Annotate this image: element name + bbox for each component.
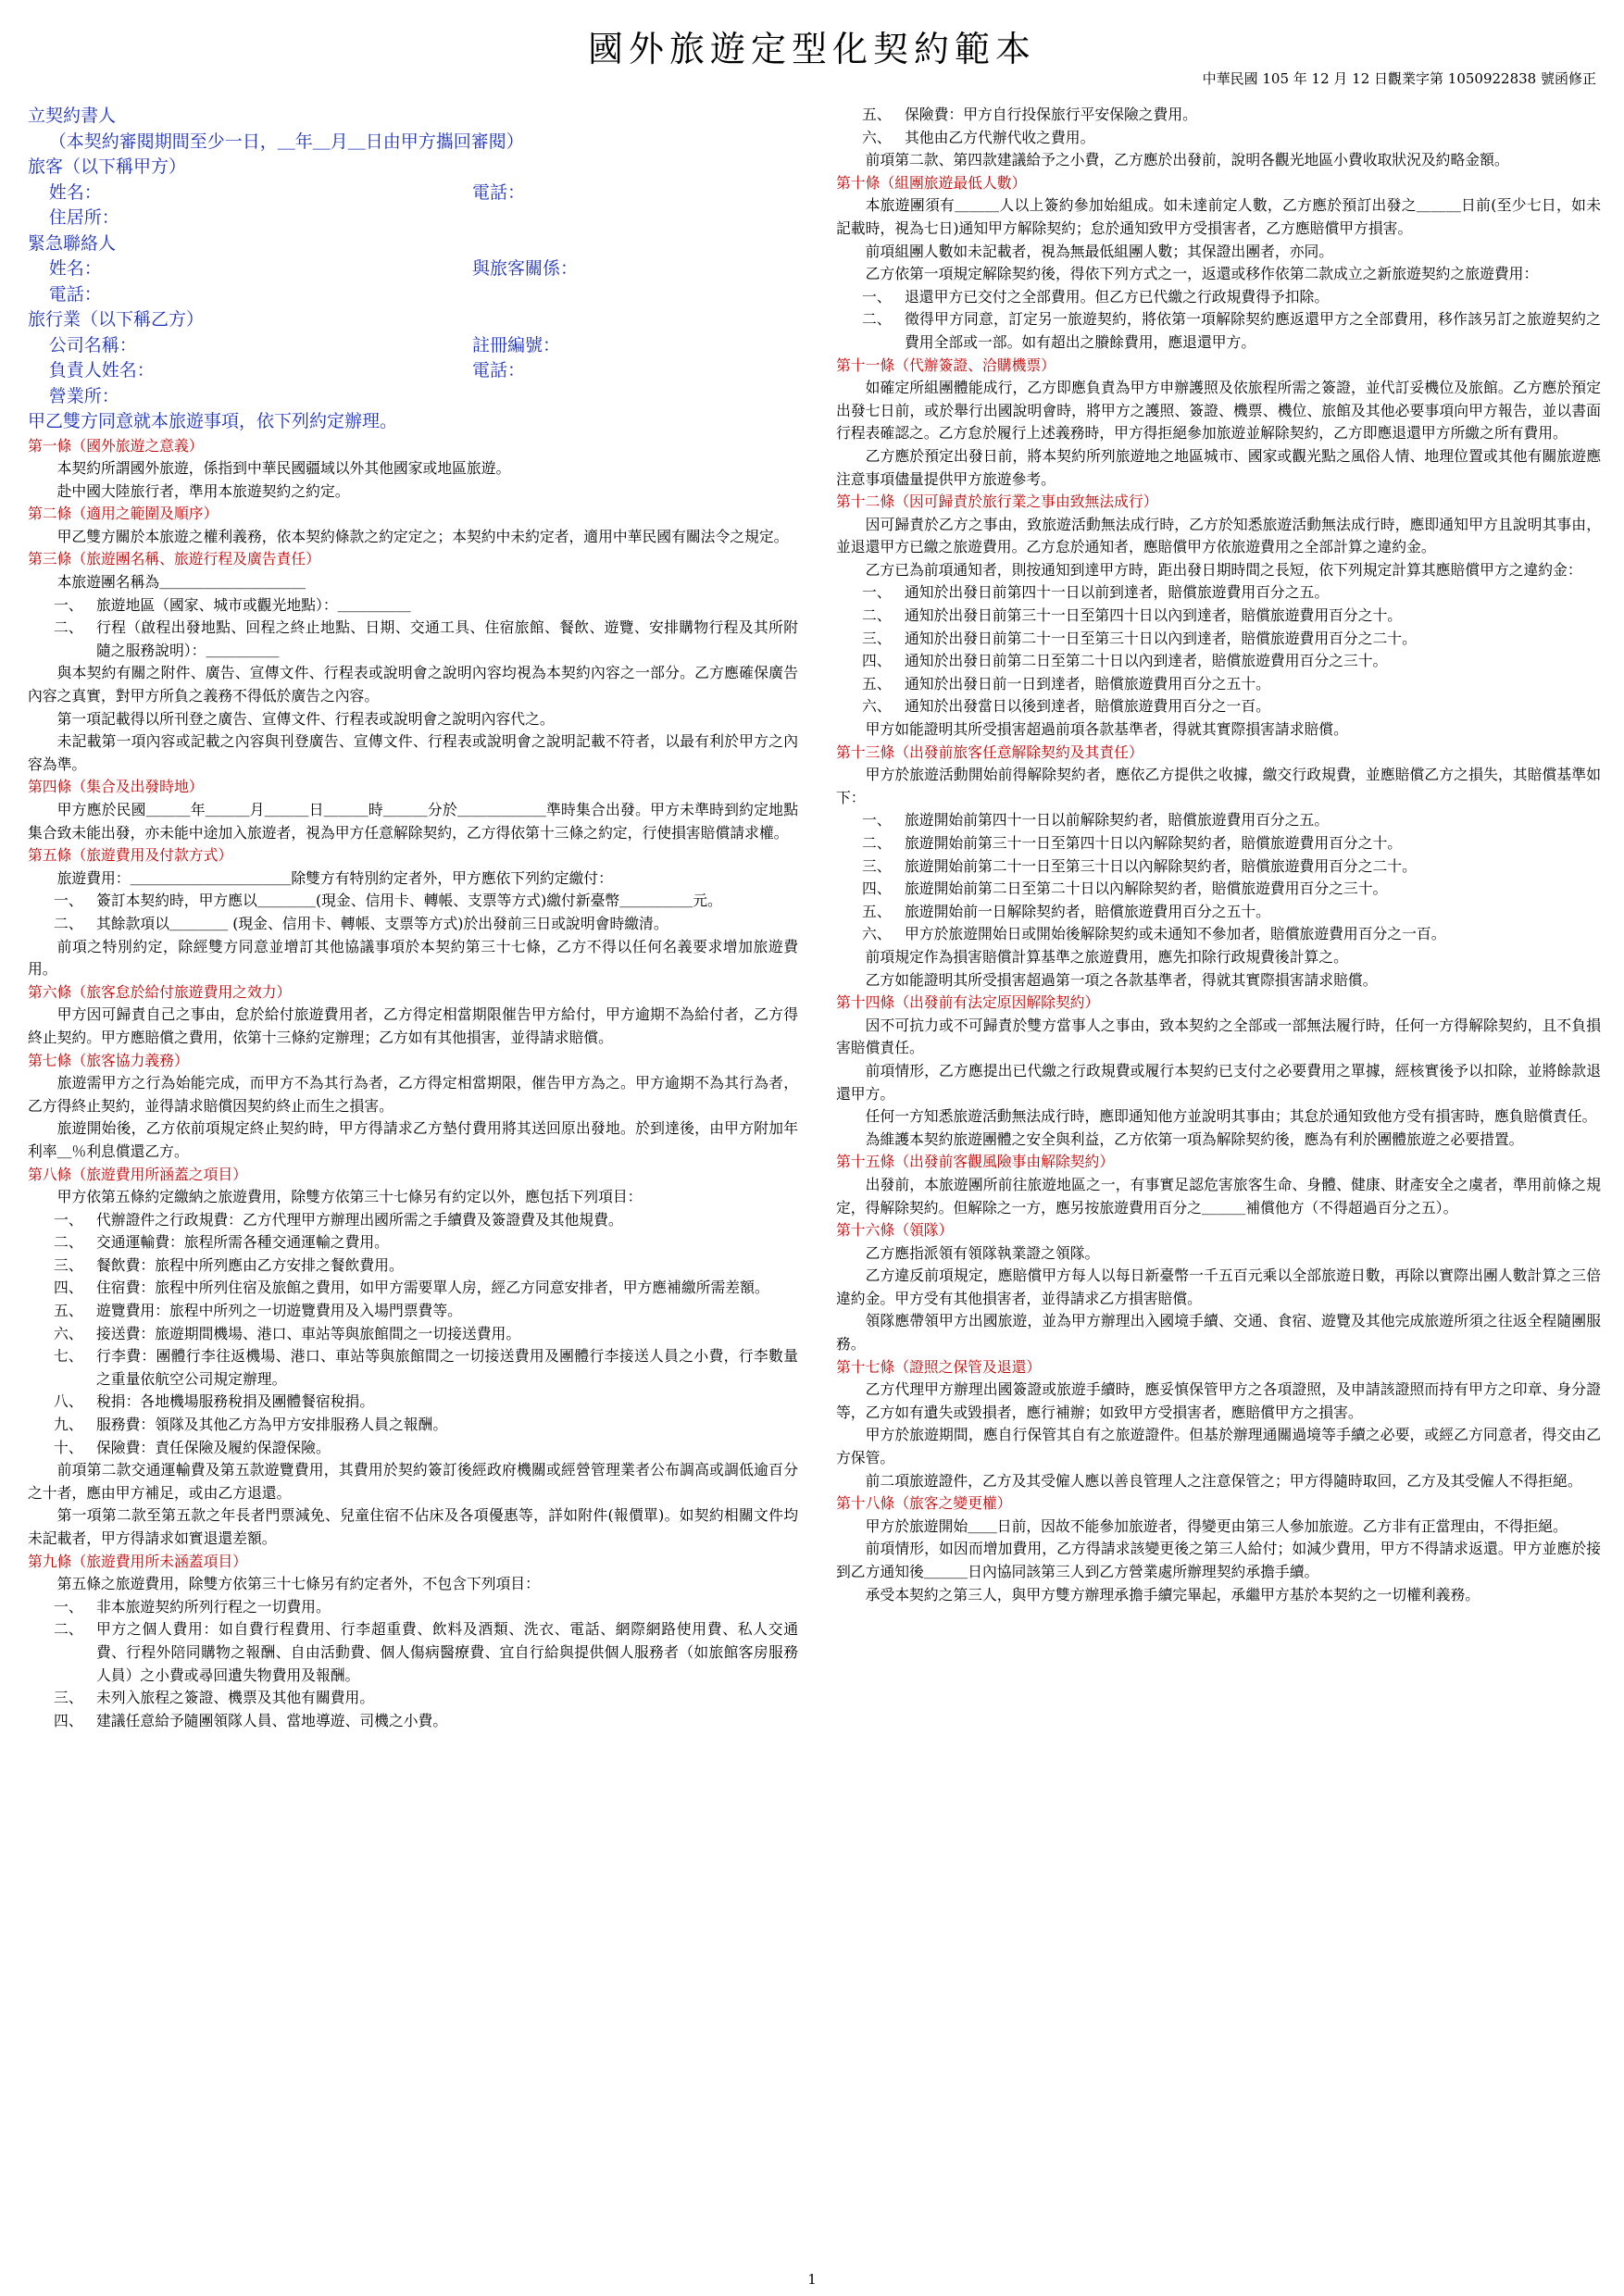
- list-item: [28, 1391, 798, 1414]
- article-heading: 第十三條（出發前旅客任意解除契約及其責任）: [836, 742, 1143, 761]
- party-field-label: 姓名：: [48, 181, 102, 203]
- list-item: [836, 605, 1601, 628]
- paragraph: 甲方應於民國＿＿＿年＿＿＿月＿＿＿日＿＿＿時＿＿＿分於＿＿＿＿＿＿準時集合出發。甲方未準時到約定地點集合致未能出發，亦未能中途加入旅遊者，視為甲方任意解除契約，乙方得依第十三條之約定，行使損害賠償請求權。: [28, 801, 798, 842]
- list-item-text: 退還甲方已交付之全部費用。但乙方已代繳之行政規費得予扣除。: [905, 287, 1330, 306]
- paragraph: 旅遊需甲方之行為始能完成，而甲方不為其行為者，乙方得定相當期限，催告甲方為之。甲方逾期不為其行為者，乙方得終止契約，並得請求賠償因契約終止而生之損害。: [28, 1074, 798, 1115]
- left-column: [28, 104, 798, 1732]
- paragraph: 未記載第一項內容或記載之內容與刊登廣告、宣傳文件、行程表或說明會之說明記載不符者，以最有利於甲方之內容為準。: [28, 732, 798, 773]
- party-line: 緊急聯絡人: [28, 232, 117, 254]
- list-item: [836, 650, 1601, 673]
- list-item: [28, 1618, 798, 1687]
- paragraph: 前項情形，乙方應提出已代繳之行政規費或履行本契約已支付之必要費用之單據，經核實後予以扣除，並將餘款退還甲方。: [836, 1061, 1601, 1103]
- list-item-text: 住宿費：旅程中所列住宿及旅館之費用，如甲方需要單人房，經乙方同意安排者，甲方應補繳所需差額。: [96, 1279, 769, 1297]
- paragraph: 前項第二款交通運輸費及第五款遊覽費用，其費用於契約簽訂後經政府機關或經營管理業者公布調高或調低逾百分之十者，應由甲方補足，或由乙方退還。: [28, 1461, 798, 1502]
- list-item: [836, 855, 1601, 879]
- list-item-text: 行李費：團體行李往返機場、港口、車站等與旅館間之一切接送費用及團體行李接送人員之小費，行李數量之重量依航空公司規定辦理。: [96, 1347, 798, 1388]
- list-item-text: 行程（啟程出發地點、回程之終止地點、日期、交通工具、住宿旅館、餐飲、遊覽、安排購物行程及其所附隨之服務說明）：＿＿＿＿＿: [96, 618, 798, 659]
- paragraph: 乙方如能證明其所受損害超過第一項之各款基準者，得就其實際損害請求賠償。: [865, 970, 1378, 989]
- party-line: 旅行業（以下稱乙方）: [28, 309, 205, 330]
- list-item-number: 一、: [54, 892, 83, 910]
- list-item-number: 一、: [54, 1597, 83, 1616]
- list-item-text: 建議任意給予隨團領隊人員、當地導遊、司機之小費。: [96, 1711, 448, 1729]
- list-item: [836, 673, 1601, 696]
- paragraph: 出發前，本旅遊團所前往旅遊地區之一，有事實足認危害旅客生命、身體、健康、財產安全之虞者，準用前條之規定，得解除契約。但解除之一方，應另按旅遊費用百分之＿＿＿補償他方（不得超過百分之五）。: [836, 1175, 1601, 1217]
- paragraph: 承受本契約之第三人，與甲方雙方辦理承擔手續完畢起，承繼甲方基於本契約之一切權利義務。: [865, 1585, 1480, 1603]
- list-item-text: 通知於出發日前第四十一日以前到達者，賠償旅遊費用百分之五。: [905, 583, 1330, 602]
- article-heading: 第二條（適用之範圍及順序）: [28, 505, 219, 523]
- article-heading: 第十一條（代辦簽證、洽購機票）: [836, 356, 1056, 374]
- list-item-text: 通知於出發日前一日到達者，賠償旅遊費用百分之五十。: [905, 674, 1270, 693]
- list-item: [28, 1437, 798, 1460]
- paragraph: 與本契約有關之附件、廣告、宣傳文件、行程表或說明會之說明內容均視為本契約內容之一部分。乙方應確保廣告內容之真實，對甲方所負之義務不得低於廣告之內容。: [28, 664, 798, 705]
- list-item-number: 八、: [54, 1392, 83, 1411]
- paragraph: 任何一方知悉旅遊活動無法成行時，應即通知他方並說明其事由；其怠於通知致他方受有損害時，應負賠償責任。: [865, 1107, 1597, 1126]
- list-item-text: 未列入旅程之簽證、機票及其他有關費用。: [96, 1689, 375, 1707]
- list-item: [28, 1345, 798, 1391]
- list-item: [836, 923, 1601, 946]
- list-item-number: 六、: [54, 1324, 83, 1342]
- list-item-text: 保險費：甲方自行投保旅行平安保險之費用。: [905, 106, 1197, 123]
- list-item-number: 二、: [862, 310, 892, 329]
- list-item-number: 一、: [862, 287, 892, 306]
- paragraph: 甲方於旅遊活動開始前得解除契約者，應依乙方提供之收據，繳交行政規費，並應賠償乙方之損失，其賠償基準如下：: [836, 766, 1601, 806]
- list-item-number: 二、: [54, 1620, 83, 1639]
- list-item-text: 旅遊開始前第二十一日至第三十日以內解除契約者，賠償旅遊費用百分之二十。: [905, 856, 1417, 875]
- list-item-text: 代辦證件之行政規費：乙方代理甲方辦理出國所需之手續費及簽證費及其他規費。: [96, 1210, 623, 1229]
- list-item-number: 五、: [862, 674, 892, 693]
- list-item-number: 四、: [862, 880, 892, 898]
- paragraph: 乙方應於預定出發日前，將本契約所列旅遊地之地區城市、國家或觀光點之風俗人情、地理位置或其他有關旅遊應注意事項儘量提供甲方旅遊參考。: [836, 446, 1601, 488]
- list-item-number: 一、: [54, 595, 83, 614]
- list-item: [28, 1209, 798, 1232]
- party-line: 電話：: [48, 283, 102, 305]
- list-item-text: 保險費：責任保險及履約保證保險。: [96, 1438, 331, 1456]
- list-item-text: 其他由乙方代辦代收之費用。: [905, 128, 1095, 146]
- article-heading: 第十七條（證照之保管及退還）: [836, 1357, 1042, 1376]
- list-item-text: 非本旅遊契約所列行程之一切費用。: [96, 1597, 331, 1616]
- article-heading: 第十四條（出發前有法定原因解除契約）: [836, 993, 1100, 1012]
- list-item: [836, 901, 1601, 924]
- paragraph: 前項之特別約定，除經雙方同意並增訂其他協議事項於本契約第三十七條，乙方不得以任何名義要求增加旅遊費用。: [28, 937, 798, 979]
- article-heading: 第十五條（出發前客觀風險事由解除契約）: [836, 1153, 1115, 1171]
- list-item-number: 三、: [54, 1255, 83, 1274]
- list-item-number: 六、: [862, 697, 892, 716]
- paragraph: 領隊應帶領甲方出國旅遊，並為甲方辦理出入國境手續、交通、食宿、遊覽及其他完成旅遊所須之往返全程隨團服務。: [836, 1312, 1601, 1354]
- list-item-number: 七、: [54, 1347, 83, 1366]
- list-item-number: 三、: [862, 629, 892, 647]
- party-line: （本契約審閱期間至少一日，＿年＿月＿日由甲方攜回審閱）: [48, 131, 524, 152]
- list-item-number: 三、: [54, 1689, 83, 1707]
- list-item-number: 四、: [54, 1279, 83, 1297]
- party-line: 旅客（以下稱甲方）: [28, 156, 187, 177]
- list-item-number: 五、: [862, 106, 892, 123]
- list-item: [836, 878, 1601, 901]
- list-item: [28, 1231, 798, 1254]
- list-item-number: 五、: [862, 902, 892, 920]
- list-item-text: 旅遊開始前第四十一日以前解除契約者，賠償旅遊費用百分之五。: [905, 811, 1330, 830]
- paragraph: 第五條之旅遊費用，除雙方依第三十七條另有約定者外，不包含下列項目：: [56, 1575, 540, 1593]
- party-line: 住居所：: [48, 207, 119, 228]
- paragraph: 甲方如能證明其所受損害超過前項各款基準者，得就其實際損害請求賠償。: [865, 720, 1348, 739]
- list-item-number: 一、: [862, 583, 892, 602]
- article-heading: 第十條（組團旅遊最低人數）: [836, 173, 1027, 192]
- list-item-text: 旅遊開始前一日解除契約者，賠償旅遊費用百分之五十。: [905, 902, 1270, 920]
- list-item-text: 稅捐：各地機場服務稅捐及團體餐宿稅捐。: [96, 1392, 375, 1411]
- list-item: [836, 809, 1601, 832]
- list-item-number: 三、: [862, 856, 892, 875]
- list-item-text: 餐飲費：旅程中所列應由乙方安排之餐飲費用。: [96, 1255, 404, 1274]
- paragraph: 前項組團人數如未記載者，視為無最低組團人數；其保證出團者，亦同。: [865, 242, 1334, 260]
- article-heading: 第六條（旅客怠於給付旅遊費用之效力）: [28, 982, 292, 1001]
- paragraph: 乙方應指派領有領隊執業證之領隊。: [865, 1243, 1100, 1262]
- paragraph: 甲方於旅遊開始＿＿日前，因故不能參加旅遊者，得變更由第三人參加旅遊。乙方非有正當理由，不得拒絕。: [865, 1516, 1568, 1535]
- list-item-number: 一、: [862, 811, 892, 830]
- list-item: [28, 890, 798, 913]
- list-item: [836, 104, 1601, 127]
- paragraph: 乙方已為前項通知者，則按通知到達甲方時，距出發日期時間之長短，依下列規定計算其應賠償甲方之違約金：: [865, 560, 1582, 579]
- party-field-row: [28, 358, 798, 384]
- list-item: [836, 832, 1601, 855]
- party-field-label: 電話：: [472, 181, 526, 203]
- party-field-row: [28, 181, 798, 206]
- paragraph: 前項第二款、第四款建議給予之小費，乙方應於出發前，說明各觀光地區小費收取狀況及約略金額。: [865, 151, 1509, 169]
- list-item-text: 甲方於旅遊開始日或開始後解除契約或未通知不參加者，賠償旅遊費用百分之一百。: [905, 925, 1446, 943]
- list-item-number: 二、: [862, 834, 892, 852]
- list-item: [836, 308, 1601, 354]
- party-field-label: 負責人姓名：: [48, 360, 155, 381]
- list-item-text: 通知於出發日前第三十一日至第四十日以內到達者，賠償旅遊費用百分之十。: [905, 606, 1403, 625]
- party-line: 立契約書人: [28, 106, 117, 126]
- list-item-number: 四、: [54, 1711, 83, 1729]
- list-item-text: 通知於出發日前第二日至第二十日以內到達者，賠償旅遊費用百分之三十。: [905, 652, 1388, 670]
- paragraph: 乙方依第一項規定解除契約後，得依下列方式之一，返還或移作依第二款成立之新旅遊契約之旅遊費用：: [865, 265, 1539, 283]
- list-item-number: 十、: [54, 1438, 83, 1456]
- party-line: 甲乙雙方同意就本旅遊事項，依下列約定辦理。: [28, 411, 398, 431]
- party-line: 營業所：: [48, 385, 119, 406]
- list-item-number: 二、: [54, 618, 83, 637]
- list-item-text: 接送費：旅遊期間機場、港口、車站等與旅館間之一切接送費用。: [96, 1324, 521, 1342]
- party-field-label: 公司名稱：: [48, 334, 137, 356]
- list-item: [836, 695, 1601, 718]
- article-heading: 第十二條（因可歸責於旅行業之事由致無法成行）: [836, 493, 1158, 511]
- paragraph: 如確定所組團體能成行，乙方即應負責為甲方申辦護照及依旅程所需之簽證，並代訂妥機位及旅館。乙方應於預定出發七日前，或於舉行出國說明會時，將甲方之護照、簽證、機票、機位、旅館及其他必要事項向甲方報告，並以書面行程表確認之。乙方怠於履行上述義務時，甲方得拒絕參加旅遊並解除契約，乙方即應退還甲方所繳之所有費用。: [836, 379, 1601, 443]
- list-item-number: 二、: [862, 606, 892, 625]
- paragraph: 為維護本契約旅遊團體之安全與利益，乙方依第一項為解除契約後，應為有利於團體旅遊之必要措置。: [865, 1129, 1524, 1148]
- list-item: [28, 913, 798, 936]
- list-item: [836, 581, 1601, 605]
- list-item: [28, 617, 798, 662]
- paragraph: 前項情形，如因而增加費用，乙方得請求該變更後之第三人給付；如減少費用，甲方不得請求返還。甲方並應於接到乙方通知後＿＿＿日內協同該第三人到乙方營業處所辦理契約承擔手續。: [836, 1540, 1601, 1580]
- paragraph: 甲方因可歸責自己之事由，怠於給付旅遊費用者，乙方得定相當期限催告甲方給付，甲方逾期不為給付者，乙方得終止契約。甲方應賠償之費用，依第十三條約定辦理；乙方如有其他損害，並得請求賠償。: [28, 1005, 798, 1046]
- list-item-text: 旅遊開始前第二日至第二十日以內解除契約者，賠償旅遊費用百分之三十。: [905, 880, 1388, 898]
- article-heading: 第一條（國外旅遊之意義）: [28, 436, 204, 455]
- list-item-text: 旅遊地區（國家、城市或觀光地點）：＿＿＿＿＿: [96, 595, 411, 614]
- list-item-number: 一、: [54, 1210, 83, 1229]
- paragraph: 因不可抗力或不可歸責於雙方當事人之事由，致本契約之全部或一部無法履行時，任何一方得解除契約，且不負損害賠償責任。: [836, 1016, 1601, 1057]
- list-item-text: 通知於出發日前第二十一日至第三十日以內到達者，賠償旅遊費用百分之二十。: [905, 629, 1417, 647]
- list-item-number: 九、: [54, 1416, 83, 1434]
- party-field-label: 姓名：: [48, 258, 102, 279]
- paragraph: 因可歸責於乙方之事由，致旅遊活動無法成行時，乙方於知悉旅遊活動無法成行時，應即通知甲方且說明其事由，並退還甲方已繳之旅遊費用。乙方怠於通知者，應賠償甲方依旅遊費用之全部計算之違約金。: [836, 515, 1601, 556]
- right-column: [836, 104, 1601, 1606]
- list-item: [836, 286, 1601, 309]
- list-item: [28, 1710, 798, 1733]
- paragraph: 前項規定作為損害賠償計算基準之旅遊費用，應先扣除行政規費後計算之。: [865, 947, 1348, 966]
- article-heading: 第四條（集合及出發時地）: [28, 778, 204, 796]
- list-item-number: 二、: [54, 1233, 83, 1252]
- paragraph: 甲乙雙方關於本旅遊之權利義務，依本契約條款之約定定之；本契約中未約定者，適用中華民國有關法令之規定。: [56, 527, 789, 545]
- list-item-text: 徵得甲方同意，訂定另一旅遊契約，將依第一項解除契約應返還甲方之全部費用，移作該另訂之旅遊契約之費用全部或一部。如有超出之賸餘費用，應退還甲方。: [905, 310, 1601, 351]
- party-field-row: [28, 333, 798, 359]
- document-revision-note: 中華民國 105 年 12 月 12 日觀業字第 1050922838 號函修正: [1202, 70, 1596, 87]
- list-item: [28, 1414, 798, 1437]
- paragraph: 乙方代理甲方辦理出國簽證或旅遊手續時，應妥慎保管甲方之各項證照，及申請該證照而持有甲方之印章、身分證等，乙方如有遺失或毀損者，應行補辦；如致甲方受損害者，應賠償甲方之損害。: [836, 1380, 1601, 1421]
- article-heading: 第三條（旅遊團名稱、旅遊行程及廣告責任）: [28, 550, 320, 568]
- paragraph: 甲方依第五條約定繳納之旅遊費用，除雙方依第三十七條另有約定以外，應包括下列項目：: [56, 1188, 643, 1206]
- list-item-number: 五、: [54, 1302, 83, 1320]
- list-item: [28, 1687, 798, 1710]
- paragraph: 甲方於旅遊期間，應自行保管其自有之旅遊證件。但基於辦理通關過境等手續之必要，或經乙方同意者，得交由乙方保管。: [836, 1426, 1601, 1467]
- list-item: [836, 628, 1601, 651]
- list-item: [28, 1300, 798, 1323]
- list-item-text: 服務費：領隊及其他乙方為甲方安排服務人員之報酬。: [96, 1416, 448, 1434]
- list-item-text: 通知於出發當日以後到達者，賠償旅遊費用百分之一百。: [905, 697, 1270, 716]
- paragraph: 乙方違反前項規定，應賠償甲方每人以每日新臺幣一千五百元乘以全部旅遊日數，再除以實際出團人數計算之三倍違約金。甲方受有其他損害者，並得請求乙方損害賠償。: [836, 1267, 1601, 1307]
- paragraph: 第一項記載得以所刊登之廣告、宣傳文件、行程表或說明會之說明內容代之。: [56, 709, 555, 728]
- list-item-number: 六、: [862, 128, 892, 146]
- article-heading: 第十六條（領隊）: [836, 1221, 954, 1240]
- party-field-row: [28, 256, 798, 282]
- list-item: [28, 1277, 798, 1300]
- paragraph: 本旅遊團須有＿＿＿人以上簽約參加始組成。如未達前定人數，乙方應於預訂出發之＿＿＿日前(至少七日，如未記載時，視為七日)通知甲方解除契約；怠於通知致甲方受損害者，乙方應賠償甲方損害。: [836, 196, 1601, 237]
- list-item-number: 六、: [862, 925, 892, 943]
- article-heading: 第八條（旅遊費用所涵蓋之項目）: [28, 1165, 247, 1183]
- party-field-label: 註冊編號：: [472, 334, 561, 356]
- list-item-text: 甲方之個人費用：如自費行程費用、行李超重費、飲料及酒類、洗衣、電話、網際網路使用費、私人交通費、行程外陪同購物之報酬、自由活動費、個人傷病醫療費、宜自行給與提供個人服務者（如旅館客房服務人員）之小費或尋回遺失物費用及報酬。: [96, 1620, 798, 1684]
- paragraph: 本旅遊團名稱為＿＿＿＿＿＿＿＿＿＿: [56, 573, 306, 592]
- page-number: 1: [807, 2271, 817, 2288]
- list-item-number: 二、: [54, 914, 83, 932]
- list-item-text: 旅遊開始前第三十一日至第四十日以內解除契約者，賠償旅遊費用百分之十。: [905, 834, 1403, 852]
- paragraph: 第一項第二款至第五款之年長者門票減免、兒童住宿不佔床及各項優惠等，詳如附件(報價單)。如契約相關文件均未記載者，甲方得請求如實退還差額。: [28, 1506, 798, 1547]
- article-heading: 第七條（旅客協力義務）: [28, 1051, 189, 1069]
- article-heading: 第五條（旅遊費用及付款方式）: [28, 846, 233, 865]
- article-heading: 第十八條（旅客之變更權）: [836, 1494, 1012, 1513]
- list-item-text: 遊覽費用：旅程中所列之一切遊覽費用及入場門票費等。: [96, 1302, 462, 1320]
- paragraph: 前二項旅遊證件，乙方及其受僱人應以善良管理人之注意保管之；甲方得隨時取回，乙方及其受僱人不得拒絕。: [865, 1471, 1582, 1490]
- party-field-label: 與旅客關係：: [472, 258, 579, 279]
- list-item: [28, 1254, 798, 1278]
- list-item-text: 簽訂本契約時，甲方應以＿＿＿＿(現金、信用卡、轉帳、支票等方式)繳付新臺幣＿＿＿＿＿元。: [96, 892, 722, 910]
- list-item-number: 四、: [862, 652, 892, 670]
- list-item: [28, 594, 798, 618]
- list-item: [836, 127, 1601, 150]
- list-item-text: 交通運輸費：旅程所需各種交通運輸之費用。: [96, 1233, 389, 1252]
- page-title: 國外旅遊定型化契約範本: [587, 29, 1036, 69]
- party-field-label: 電話：: [472, 360, 526, 381]
- paragraph: 赴中國大陸旅行者，準用本旅遊契約之約定。: [56, 481, 350, 500]
- list-item: [28, 1596, 798, 1619]
- list-item-text: 其餘款項以＿＿＿＿ (現金、信用卡、轉帳、支票等方式)於出發前三日或說明會時繳清。: [96, 914, 668, 932]
- paragraph: 旅遊費用：＿＿＿＿＿＿＿＿＿＿＿除雙方有特別約定者外，甲方應依下列約定繳付：: [56, 868, 613, 887]
- paragraph: 旅遊開始後，乙方依前項規定終止契約時，甲方得請求乙方墊付費用將其送回原出發地。於到達後，由甲方附加年利率＿％利息償還乙方。: [28, 1119, 798, 1160]
- paragraph: 本契約所謂國外旅遊，係指到中華民國疆域以外其他國家或地區旅遊。: [56, 459, 511, 478]
- list-item: [28, 1323, 798, 1346]
- article-heading: 第九條（旅遊費用所未涵蓋項目）: [28, 1552, 247, 1570]
